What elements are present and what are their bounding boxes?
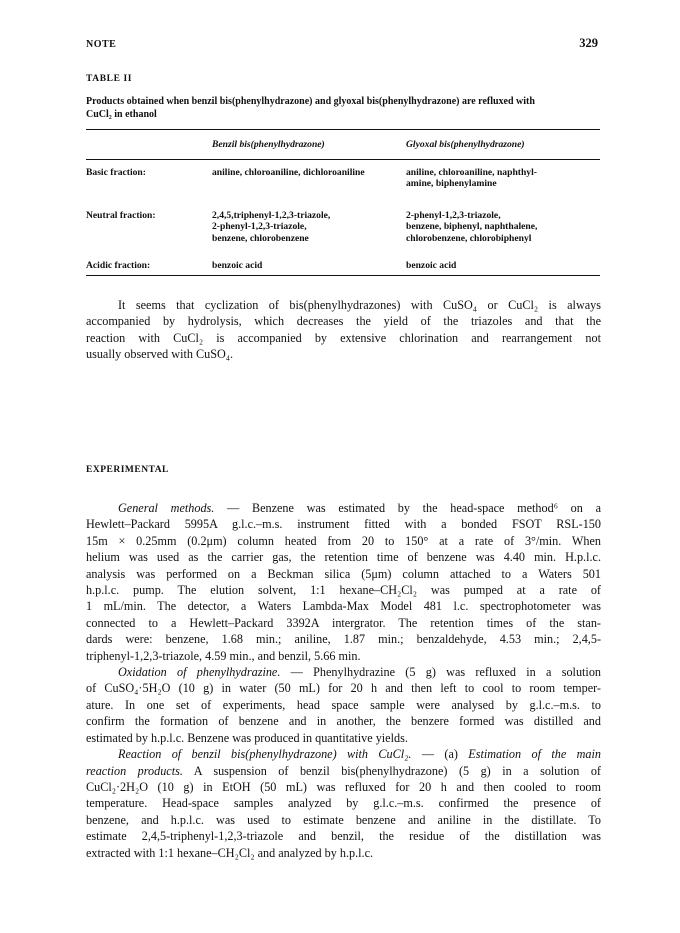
row-label: Acidic fraction: <box>86 260 151 271</box>
table-caption-line: Products obtained when benzil bis(phenylhydrazone) and glyoxal bis(phenylhydrazone) are refluxed with <box>86 96 535 107</box>
cell-line: chlorobenzene, chlorobiphenyl <box>406 232 532 244</box>
cell-line: amine, biphenylamine <box>406 178 497 190</box>
table-label: TABLE II <box>86 74 133 84</box>
text-line: h.p.l.c. pump. The elution solvent, 1:1 hexane–CH₂Cl₂ was pumped at a rate of <box>86 583 601 598</box>
table-header-row <box>86 131 600 158</box>
text-line: Hewlett–Packard 5995A g.l.c.–m.s. instrument fitted with a bonded FSOT RSL-150 <box>86 517 601 532</box>
text-run: — Phenylhydrazine (5 g) was refluxed in a solution <box>280 665 602 680</box>
column-header-glyoxal: Glyoxal bis(phenylhydrazone) <box>406 138 525 150</box>
text-line: reaction with CuCl₂ is accompanied by extensive chlorination and rearrangement not <box>86 330 601 345</box>
page-header <box>86 36 598 51</box>
text-line: ature. In one set of experiments, head space sample were analysed by g.l.c.–m.s. to <box>86 697 601 712</box>
cell-line: benzoic acid <box>406 260 457 271</box>
text-line: estimate 2,4,5-triphenyl-1,2,3-triazole and benzil, the residue of the distillation was <box>86 829 601 844</box>
run-in-heading: Oxidation of phenylhydrazine. <box>118 665 281 680</box>
text-line: benzene, and h.p.l.c. was used to estimate benzene and aniline in the distillate. To <box>86 812 601 827</box>
table-bottom-rule <box>86 275 600 276</box>
text-line <box>86 763 601 779</box>
text-line: extracted with 1:1 hexane–CH₂Cl₂ and analyzed by h.p.l.c. <box>86 845 374 860</box>
text-run: A suspension of benzil bis(phenylhydrazone) (5 g) in a solution of <box>182 763 601 778</box>
products-table <box>86 131 600 271</box>
table-row <box>86 205 600 257</box>
text-line: dards were: benzene, 1.68 min.; aniline, 1.87 min.; benzaldehyde, 4.53 min.; 2,4,5- <box>86 632 601 647</box>
table-top-rule <box>86 129 600 130</box>
run-in-heading: General methods. <box>118 501 215 515</box>
column-header-benzil: Benzil bis(phenylhydrazone) <box>212 138 325 150</box>
cell-line: 2,4,5,triphenyl-1,2,3-triazole, <box>212 210 331 221</box>
cell-line: 2-phenyl-1,2,3-triazole, <box>406 210 501 221</box>
text-line: It seems that cyclization of bis(phenylhydrazones) with CuSO₄ or CuCl₂ is always <box>118 298 601 312</box>
intro-paragraph <box>86 297 601 363</box>
text-run: — (a) <box>411 747 469 762</box>
text-line: CuCl₂·2H₂O (10 g) in EtOH (50 mL) was refluxed for 20 h and then cooled to room <box>86 779 601 794</box>
table-row <box>86 257 600 271</box>
text-line: usually observed with CuSO₄. <box>86 347 234 362</box>
text-line: 1 mL/min. The detector, a Waters Lambda-Max Model 481 l.c. spectrophotometer was <box>86 599 601 614</box>
text-line: connected to a Hewlett–Packard 3392A intergrator. The retention times of the stan- <box>86 615 601 630</box>
text-line: 15m × 0.25mm (0.2μm) column heated from 20 to 150° at a rate of 3°/min. When <box>86 533 601 548</box>
column-header <box>86 131 212 158</box>
text-line <box>86 500 601 516</box>
text-line: triphenyl-1,2,3-triazole, 4.59 min., and benzil, 5.66 min. <box>86 648 361 663</box>
cell-line: 2-phenyl-1,2,3-triazole, <box>212 221 307 233</box>
table-cell <box>406 205 600 257</box>
table-cell <box>406 257 600 271</box>
text-line: temperature. Head-space samples analyzed by g.l.c.–m.s. confirmed the presence of <box>86 796 601 811</box>
cell-line: benzene, biphenyl, naphthalene, <box>406 221 538 233</box>
row-label: Basic fraction: <box>86 167 146 178</box>
text-line: of CuSO₄·5H₂O (10 g) in water (50 mL) for 20 h and then left to cool to room temper- <box>86 681 601 696</box>
cell-line: aniline, chloroaniline, dichloroaniline <box>212 167 365 178</box>
table-row <box>86 158 600 205</box>
table-caption-line: CuCl₂ in ethanol <box>86 108 157 120</box>
text-line <box>86 746 601 762</box>
text-line: accompanied by hydrolysis, which decreases the yield of the triazoles and that the <box>86 314 601 329</box>
text-run: — Benzene was estimated by the head-space method⁶ on a <box>214 501 601 515</box>
table-cell <box>212 158 406 205</box>
table-caption <box>86 96 602 121</box>
run-in-heading: Reaction of benzil bis(phenylhydrazone) with CuCl₂. <box>118 747 412 762</box>
row-label: Neutral fraction: <box>86 210 156 221</box>
cell-line: aniline, chloroaniline, naphthyl- <box>406 167 537 178</box>
text-line <box>86 664 601 680</box>
table-cell <box>212 205 406 257</box>
section-heading: EXPERIMENTAL <box>86 465 169 475</box>
methods-paragraph <box>86 500 601 861</box>
run-in-subheading: reaction products. <box>86 763 183 778</box>
text-line: confirm the formation of benzene and in another, the benzere formed was distilled and <box>86 714 601 729</box>
text-line: estimated by h.p.l.c. Benzene was produced in quantitative yields. <box>86 730 408 745</box>
table-cell <box>212 257 406 271</box>
text-line: analysis was performed on a Beckman silica (5μm) column attached to a Waters 501 <box>86 566 601 581</box>
cell-line: benzoic acid <box>212 260 263 271</box>
page-number: 329 <box>579 36 598 50</box>
run-in-subheading: Estimation of the main <box>468 747 601 762</box>
cell-line: benzene, chlorobenzene <box>212 232 309 244</box>
text-line: helium was used as the carrier gas, the retention time of benzene was 4.40 min. H.p.l.c. <box>86 550 601 565</box>
running-head: NOTE <box>86 39 117 50</box>
table-cell <box>406 158 600 205</box>
